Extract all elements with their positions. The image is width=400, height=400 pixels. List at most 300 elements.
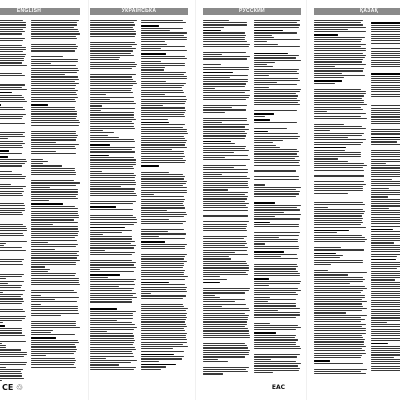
text-line — [314, 75, 365, 76]
text-line — [90, 356, 134, 357]
text-line — [141, 342, 187, 343]
text-line — [254, 323, 270, 324]
text-line — [371, 76, 400, 77]
text-line — [314, 142, 363, 143]
text-line — [254, 173, 301, 176]
text-line — [90, 119, 136, 120]
text-line — [371, 31, 400, 32]
text-line — [141, 124, 185, 125]
text-line — [371, 40, 400, 41]
text-line — [254, 104, 300, 105]
text-line — [254, 226, 299, 227]
text-line — [254, 232, 300, 233]
text-line — [203, 32, 245, 33]
text-line — [31, 120, 79, 121]
text-line — [314, 218, 363, 219]
text-line — [0, 38, 25, 39]
text-line — [31, 38, 77, 39]
text-line — [254, 128, 287, 129]
text-line — [0, 235, 24, 236]
text-line — [254, 299, 296, 300]
text-line — [371, 159, 400, 160]
text-line — [0, 364, 26, 365]
text-line — [254, 246, 299, 247]
text-line — [90, 230, 132, 231]
text-line — [371, 326, 400, 327]
text-line — [31, 90, 78, 91]
text-line — [141, 319, 186, 320]
text-line — [90, 92, 133, 93]
text-line — [31, 46, 78, 47]
text-line — [141, 263, 184, 264]
text-line — [141, 364, 176, 366]
text-line — [90, 22, 134, 23]
text-line — [203, 61, 250, 64]
text-line — [314, 204, 365, 205]
text-line — [254, 332, 276, 334]
text-line — [141, 287, 187, 288]
text-line — [31, 325, 76, 326]
text-line — [371, 306, 400, 307]
text-line — [371, 102, 400, 105]
text-line — [254, 24, 300, 25]
text-line — [254, 368, 300, 369]
text-line — [203, 359, 218, 360]
text-line — [31, 107, 75, 108]
text-line — [203, 77, 230, 78]
text-line — [254, 266, 298, 267]
text-line — [141, 335, 186, 336]
text-line — [314, 227, 366, 228]
text-line — [0, 208, 25, 209]
text-line — [141, 101, 186, 102]
panel-divider — [195, 0, 196, 400]
text-line — [31, 20, 79, 21]
text-line — [0, 165, 22, 166]
text-line — [31, 79, 79, 80]
text-line — [90, 193, 136, 194]
text-line — [314, 137, 348, 138]
text-line — [31, 290, 74, 291]
text-line — [371, 205, 400, 206]
text-line — [371, 293, 400, 294]
text-line — [371, 291, 400, 292]
text-line — [254, 239, 298, 240]
text-line — [141, 330, 185, 331]
text-line — [31, 275, 75, 276]
text-line — [31, 251, 79, 252]
text-line — [0, 285, 22, 286]
text-line — [31, 139, 76, 140]
text-line — [31, 36, 76, 37]
text-line — [254, 260, 301, 263]
text-line — [203, 265, 249, 266]
text-line — [0, 224, 23, 225]
text-line — [90, 367, 136, 368]
text-line — [314, 91, 366, 92]
text-line — [203, 238, 244, 239]
text-line — [31, 111, 77, 112]
text-line — [371, 22, 400, 24]
text-line — [314, 306, 363, 307]
text-line — [254, 170, 296, 171]
text-line — [314, 175, 364, 176]
text-line — [31, 29, 78, 30]
text-line — [90, 38, 137, 41]
text-line — [31, 59, 78, 60]
text-line — [254, 181, 301, 184]
text-line — [314, 297, 365, 298]
text-line — [371, 51, 400, 52]
text-line — [90, 31, 136, 32]
text-line — [0, 371, 21, 372]
text-line — [0, 237, 27, 240]
text-line — [0, 89, 27, 90]
text-line — [31, 116, 77, 117]
text-line — [314, 111, 327, 112]
text-line — [203, 172, 248, 173]
text-line — [90, 203, 133, 204]
text-line — [371, 370, 400, 371]
text-line — [141, 196, 184, 197]
text-line — [90, 222, 137, 223]
text-line — [31, 170, 75, 171]
text-line — [0, 45, 22, 46]
text-line — [314, 44, 366, 45]
text-line — [371, 66, 400, 67]
text-line — [314, 360, 330, 362]
text-line — [141, 90, 183, 91]
text-line — [31, 315, 61, 316]
text-line — [31, 155, 80, 158]
text-line — [203, 83, 246, 84]
text-line — [203, 198, 247, 199]
text-line — [314, 98, 362, 99]
text-line — [254, 153, 297, 154]
text-line — [90, 271, 134, 272]
text-line — [90, 36, 135, 37]
section-header-ukrainian: УКРАЇНСЬКА — [90, 8, 188, 15]
text-line — [90, 324, 135, 325]
text-line — [141, 190, 187, 191]
text-line — [371, 219, 400, 220]
text-line — [90, 217, 136, 218]
text-line — [371, 38, 400, 39]
text-line — [31, 146, 75, 147]
text-line — [314, 77, 344, 78]
text-line — [254, 119, 270, 121]
text-line — [90, 62, 135, 63]
text-line — [314, 232, 337, 233]
text-line — [314, 39, 362, 40]
text-line — [31, 137, 77, 138]
text-line — [254, 69, 299, 70]
text-line — [90, 126, 134, 127]
text-line — [0, 159, 26, 160]
text-line — [371, 311, 400, 312]
text-line — [254, 133, 298, 134]
text-line — [203, 35, 246, 36]
text-line — [314, 260, 363, 261]
text-line — [371, 208, 389, 209]
text-line — [141, 279, 185, 280]
text-line — [254, 198, 301, 201]
text-line — [371, 354, 400, 355]
text-line — [254, 363, 301, 364]
text-line — [203, 310, 250, 311]
text-line — [254, 89, 301, 90]
text-line — [314, 315, 367, 316]
text-line — [90, 139, 134, 140]
text-line — [90, 188, 135, 189]
text-line — [31, 189, 78, 190]
text-line — [90, 27, 133, 28]
text-line — [371, 190, 400, 191]
text-line — [141, 63, 185, 64]
text-line — [203, 192, 248, 193]
text-line — [314, 188, 363, 189]
text-line — [141, 133, 188, 134]
text-line — [203, 313, 245, 314]
text-line — [31, 349, 77, 350]
text-line — [141, 20, 183, 21]
text-line — [254, 91, 300, 92]
text-line — [203, 90, 250, 91]
text-line — [31, 196, 76, 197]
text-line — [0, 147, 23, 148]
text-line — [203, 155, 248, 156]
text-line — [141, 131, 187, 132]
text-line — [141, 326, 187, 327]
text-line — [203, 284, 250, 287]
text-line — [31, 358, 75, 359]
text-line — [141, 187, 187, 188]
text-line — [31, 48, 77, 49]
text-line — [203, 373, 223, 374]
text-line — [90, 114, 134, 115]
text-line — [203, 22, 247, 23]
text-line — [314, 371, 361, 372]
text-line — [141, 298, 183, 299]
text-line — [141, 39, 187, 40]
text-line — [203, 203, 249, 204]
text-line — [141, 328, 184, 329]
text-line — [90, 227, 125, 229]
text-line — [141, 158, 183, 159]
text-line — [31, 308, 78, 309]
text-line — [254, 39, 300, 40]
text-line — [314, 20, 363, 21]
text-line — [254, 248, 299, 249]
text-line — [371, 262, 400, 263]
text-line — [254, 27, 299, 28]
text-line — [203, 58, 247, 59]
text-line — [141, 265, 184, 266]
text-line — [314, 29, 348, 30]
text-line — [314, 253, 336, 255]
text-line — [0, 318, 25, 319]
text-line — [0, 320, 22, 321]
text-line — [141, 214, 187, 215]
text-line — [314, 310, 362, 311]
text-line — [90, 295, 133, 296]
text-line — [371, 53, 400, 54]
text-line — [31, 74, 65, 75]
text-line — [371, 302, 400, 303]
text-line — [314, 34, 338, 36]
text-line — [254, 189, 296, 190]
text-line — [371, 340, 400, 341]
text-line — [141, 339, 187, 340]
text-line — [141, 358, 182, 359]
text-line — [0, 216, 27, 219]
text-line — [371, 320, 400, 321]
text-line — [314, 116, 361, 117]
text-line — [31, 342, 79, 343]
text-line — [31, 271, 48, 272]
text-line — [203, 86, 245, 87]
text-line — [203, 185, 248, 186]
text-line — [141, 85, 184, 86]
text-line — [90, 151, 135, 152]
text-line — [0, 107, 23, 108]
text-line — [314, 330, 366, 331]
text-line — [0, 178, 25, 179]
text-line — [141, 351, 184, 352]
text-line — [31, 101, 76, 102]
text-line — [203, 212, 250, 215]
text-line — [90, 360, 137, 361]
text-line — [141, 41, 165, 42]
text-line — [203, 196, 248, 197]
text-line — [203, 243, 247, 244]
text-line — [0, 118, 22, 119]
text-line — [31, 142, 56, 143]
text-line — [314, 48, 366, 49]
text-line — [0, 163, 25, 164]
text-line — [314, 37, 365, 38]
text-line — [314, 102, 364, 103]
text-line — [90, 29, 134, 30]
text-line — [31, 321, 76, 322]
text-line — [31, 118, 76, 119]
text-line — [203, 354, 249, 355]
text-line — [254, 53, 288, 55]
text-line — [314, 156, 361, 157]
text-line — [203, 120, 247, 121]
text-line — [371, 154, 400, 155]
text-line — [31, 159, 43, 160]
text-line — [0, 349, 21, 350]
text-line — [141, 96, 186, 97]
text-line — [0, 276, 22, 277]
text-line — [203, 263, 247, 264]
text-line — [31, 148, 76, 149]
text-column — [0, 20, 27, 394]
text-line — [203, 226, 247, 227]
text-line — [314, 257, 340, 258]
text-line — [254, 305, 296, 306]
text-line — [314, 66, 335, 67]
text-line — [31, 180, 74, 181]
text-line — [203, 138, 245, 139]
text-line — [254, 107, 301, 110]
text-line — [314, 124, 344, 125]
text-line — [314, 130, 330, 131]
text-line — [90, 99, 110, 100]
text-line — [141, 105, 163, 106]
text-line — [203, 56, 250, 57]
text-line — [31, 233, 78, 234]
text-line — [254, 254, 297, 255]
text-line — [371, 346, 400, 347]
text-line — [203, 350, 250, 351]
text-line — [371, 297, 400, 298]
text-line — [141, 276, 188, 277]
text-line — [0, 51, 23, 52]
text-line — [254, 251, 284, 253]
text-line — [31, 68, 78, 69]
text-line — [314, 85, 367, 88]
text-line — [371, 359, 400, 360]
text-line — [371, 34, 400, 35]
text-line — [90, 117, 134, 118]
text-line — [371, 271, 400, 272]
text-line — [254, 351, 301, 354]
text-line — [141, 176, 185, 177]
text-line — [371, 282, 400, 283]
text-line — [254, 116, 265, 117]
text-line — [314, 328, 366, 329]
text-line — [314, 346, 366, 347]
text-line — [0, 375, 22, 376]
text-line — [0, 176, 26, 177]
text-line — [254, 167, 301, 170]
text-line — [254, 48, 301, 51]
text-line — [371, 156, 400, 157]
text-line — [203, 187, 249, 188]
text-line — [31, 40, 80, 43]
text-line — [141, 140, 187, 141]
text-line — [31, 22, 77, 23]
text-line — [31, 213, 78, 214]
text-line — [0, 87, 22, 88]
text-line — [203, 371, 248, 372]
text-line — [31, 364, 74, 365]
text-line — [31, 222, 78, 223]
text-line — [314, 321, 361, 322]
text-line — [254, 95, 298, 96]
text-line — [314, 133, 364, 134]
text-line — [254, 264, 297, 265]
text-line — [203, 345, 247, 346]
text-line — [141, 219, 169, 220]
text-line — [90, 46, 132, 47]
text-line — [90, 48, 136, 49]
text-line — [371, 45, 400, 48]
section-header-english: ENGLISH — [0, 8, 80, 15]
text-line — [31, 219, 74, 220]
text-line — [203, 256, 229, 257]
text-line — [0, 97, 24, 98]
text-line — [0, 362, 27, 363]
text-line — [203, 176, 247, 177]
text-line — [141, 304, 183, 305]
text-line — [31, 194, 78, 195]
text-line — [314, 373, 366, 374]
text-line — [141, 233, 186, 234]
text-line — [314, 337, 363, 338]
